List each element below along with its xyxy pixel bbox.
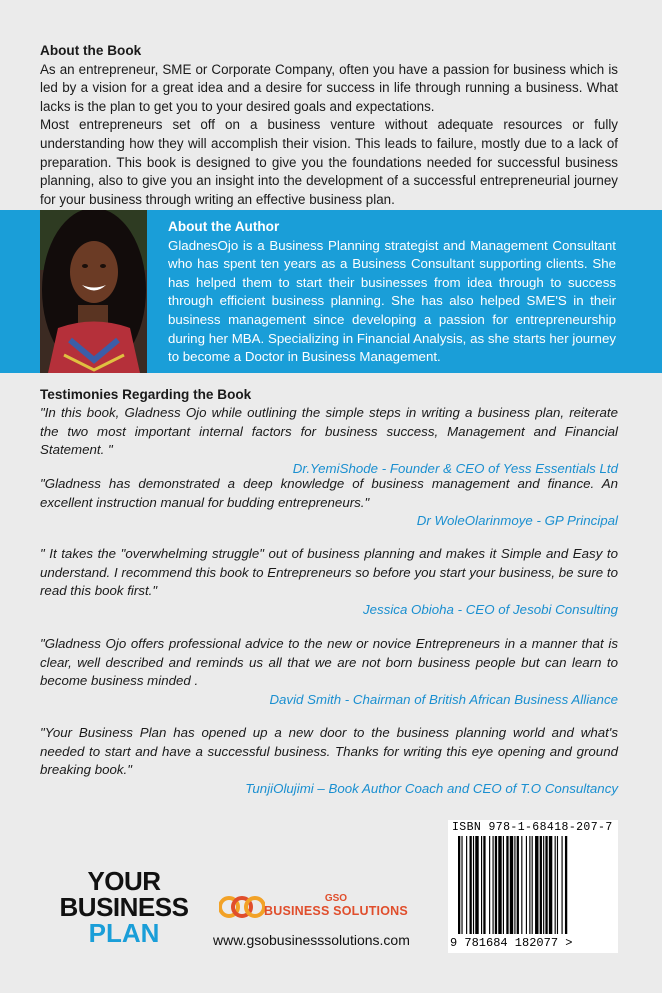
barcode-bar [483,836,485,934]
barcode-bar [545,836,547,934]
testimony-author: Dr WoleOlarinmoye - GP Principal [416,513,618,529]
barcode-bar [535,836,538,934]
publisher-website: www.gsobusinesssolutions.com [213,932,410,948]
testimonies-section [40,386,618,796]
barcode-bar [503,836,504,934]
about-book-section [40,42,618,209]
barcode-bar [565,836,567,934]
barcode-bar [481,836,482,934]
barcode-bar [557,836,558,934]
publisher-line-1: GSO [324,893,348,904]
barcode-bar [461,836,462,934]
barcode-bar [543,836,544,934]
testimony-item [40,724,618,798]
barcode-bar [562,836,563,934]
testimony-author: Jessica Obioha - CEO of Jesobi Consulting [363,601,618,617]
isbn-digits-text: 9 781684 182077 > [450,936,573,950]
about-book-paragraph-1: As an entrepreneur, SME or Corporate Company, often you have a passion for business which is led by a vision for a great idea and a desire for success in life through running a business. What lacks is the plan to get you to your desired goals and expectations. [40,61,618,114]
testimony-quote: "Your Business Plan has opened up a new door to the business planning world and what's needed to start and have a successful business. Thanks for writing this eye opening and ground breaking book." [40,725,618,778]
book-logo-line-3: PLAN [88,918,160,948]
barcode-bar [529,836,530,934]
barcode-bar [458,836,460,934]
barcode-bar [514,836,515,934]
about-book-heading: About the Book [40,43,142,58]
barcode-bar [498,836,501,934]
barcode-bar [506,836,508,934]
barcode-bar [549,836,552,934]
barcode-bars [452,836,614,936]
gso-logo-icon [219,893,265,921]
about-author-paragraph: GladnesOjo is a Business Planning strategist and Management Consultant who has spent ten years as a Business Consultant supporting clients. She has helped them to start their businesses from idea through to success through efficient business planning. She has also helped SME'S in their business management since developing a passion for entrepreneurship during her MBA. Specializing in Financial Analysis, as she starts her journey to become a Doctor in Business Management. [168,237,616,365]
barcode-bar [526,836,527,934]
isbn-label: ISBN 978-1-68418-207-7 [452,821,613,834]
barcode-bar [466,836,467,934]
isbn-barcode [448,820,618,953]
barcode-bar [495,836,497,934]
testimony-quote: "Gladness has demonstrated a deep knowledge of business management and finance. An excellent instruction manual for budding entrepreneurs." [40,476,618,510]
barcode-bar [532,836,533,934]
testimony-author: TunjiOlujimi – Book Author Coach and CEO of T.O Consultancy [245,780,618,796]
book-title-logo [50,868,198,946]
testimony-item [40,545,618,619]
testimony-quote: "Gladness Ojo offers professional advice to the new or novice Entrepreneurs in a manner that is clear, well described and reminds us all that we are not born business people but can learn to become business minded . [40,636,618,689]
testimony-author: Dr.YemiShode - Founder & CEO of Yess Essentials Ltd [292,460,618,476]
testimony-quote: " It takes the "overwhelming struggle" out of business planning and makes it Simple and Easy to understand. I recommend this book to Entrepreneurs so before you start your business, be sure to read this book first." [40,546,618,599]
testimony-quote: "In this book, Gladness Ojo while outlining the simple steps in writing a business plan, reiterate the two most important internal factors for business success, Management and Financial Statement. " [40,405,618,458]
testimony-item [40,635,618,709]
about-book-paragraph-2: Most entrepreneurs set off on a business venture without adequate resources or fully understanding how they will accomplish their vision. This leads to failure, mostly due to a lack of preparation. This book is designed to give you the foundations needed for successful business planning, also to give you an insight into the development of a successful entrepreneurial journey for your business through writing an effective business plan. [40,117,618,207]
barcode-bar [493,836,494,934]
barcode-bar [489,836,490,934]
about-author-section [168,218,616,367]
testimony-item [40,475,618,531]
book-logo-line-2: BUSINESS [59,892,189,922]
testimonies-heading: Testimonies Regarding the Book [40,387,252,402]
publisher-line-2: BUSINESS SOLUTIONS [264,904,408,918]
testimony-item [40,404,618,478]
barcode-bar [555,836,556,934]
barcode-bar [475,836,478,934]
author-photo [40,210,147,373]
barcode-bar [470,836,472,934]
publisher-name [264,893,408,917]
barcode-bar [521,836,522,934]
barcode-bar [517,836,519,934]
about-author-heading: About the Author [168,219,280,234]
book-logo-line-1: YOUR [87,866,161,896]
testimony-author: David Smith - Chairman of British African Business Alliance [269,691,618,707]
barcode-bar [540,836,542,934]
barcode-bar [473,836,474,934]
barcode-bar [510,836,513,934]
